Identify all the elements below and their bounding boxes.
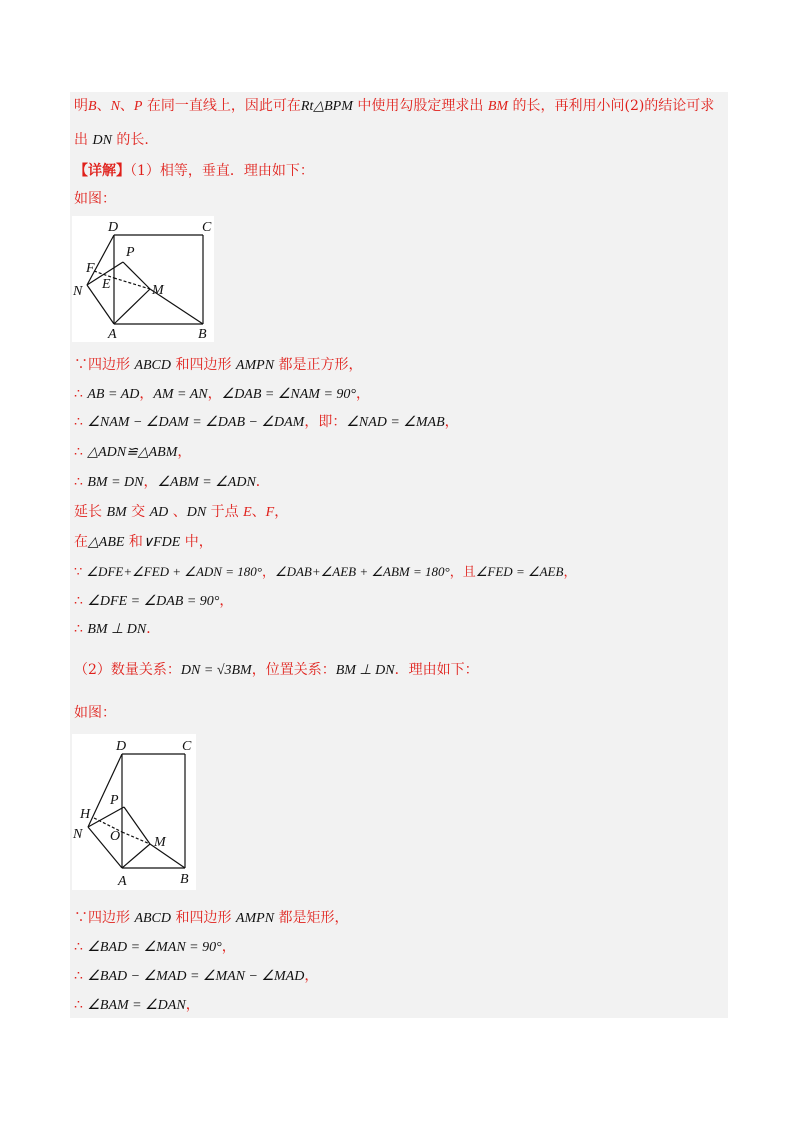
math: AD (149, 505, 169, 520)
text: 和四边形 (171, 357, 236, 373)
text: 在同一直线上，因此可在 (142, 98, 301, 114)
text: ， (177, 444, 192, 460)
math: ∠DFE = ∠DAB = 90° (87, 594, 220, 609)
math: AB = AD (87, 387, 140, 402)
math: △ADN≌△ABM (87, 445, 178, 460)
text-line-13 (74, 591, 233, 612)
math: ∠NAD = ∠MAB (346, 415, 445, 430)
math: ∠NAM − ∠DAM = ∠DAB − ∠DAM (87, 415, 305, 430)
text: （1）相等，垂直．理由如下： (130, 163, 314, 179)
text-line-17 (74, 908, 348, 929)
text: ，且 (449, 565, 476, 580)
math: Rt△BPM (300, 99, 353, 114)
text-line-15 (74, 660, 479, 681)
label-M: M (152, 283, 164, 298)
math: ∠BAD = ∠MAN = 90° (87, 940, 222, 955)
math: ABCD (134, 911, 172, 926)
text: ， (143, 474, 158, 490)
label-M: M (154, 835, 166, 850)
text: ，即： (304, 414, 347, 430)
text: ∵四边形 (74, 910, 135, 926)
text-line-2 (74, 130, 149, 151)
text: ∴ (74, 474, 88, 490)
text: ．理由如下： (394, 662, 479, 678)
label-P: P (126, 245, 135, 260)
text: ∴ (74, 386, 88, 402)
text: ， (261, 565, 275, 580)
text: ∴ (74, 414, 88, 430)
math: DN = √3BM (180, 663, 252, 678)
text: ∵ (74, 565, 87, 580)
text-line-19 (74, 966, 318, 987)
text: 中， (180, 534, 213, 550)
math: BM (106, 505, 127, 520)
text: ， (207, 386, 222, 402)
text: 、 (119, 98, 134, 114)
label-F: F (86, 261, 95, 276)
label-N: N (73, 284, 83, 299)
text-line-3 (74, 161, 314, 181)
text: ∴ (74, 968, 88, 984)
math: ABCD (134, 358, 172, 373)
math: ∠DAB+∠AEB + ∠ABM = 180° (274, 564, 450, 579)
text-line-4: 如图： (74, 191, 116, 207)
text: 于点 (206, 504, 244, 520)
label-N: N (73, 827, 83, 842)
text: ， (444, 414, 459, 430)
math: BM (487, 99, 509, 114)
math: E (243, 505, 252, 520)
text: ∴ (74, 621, 88, 637)
text: ， (274, 504, 289, 520)
text: ∴ (74, 997, 88, 1013)
text: ， (185, 997, 200, 1013)
text: ， (563, 565, 577, 580)
math: ∠DFE+∠FED + ∠ADN = 180° (86, 564, 262, 579)
label-C: C (202, 220, 212, 235)
text: 、 (168, 504, 187, 520)
label-O: O (110, 829, 121, 844)
text: 在 (74, 534, 88, 550)
text: ∵四边形 (74, 357, 135, 373)
text: 交 (126, 504, 150, 520)
text-line-11 (74, 532, 213, 553)
math: ∠DAB = ∠NAM = 90° (221, 387, 357, 402)
math: ∠BAD − ∠MAD = ∠MAN − ∠MAD (87, 969, 305, 984)
text-line-16: 如图： (74, 705, 116, 721)
label-D: D (108, 220, 119, 235)
math: DN (186, 505, 207, 520)
text: 都是矩形， (274, 910, 349, 926)
text-line-20 (74, 995, 200, 1016)
text: 中使用勾股定理求出 (352, 98, 488, 114)
text-line-18 (74, 937, 236, 958)
math: F (265, 505, 275, 520)
math: N (110, 99, 120, 114)
text: ， (304, 968, 319, 984)
text: 都是正方形， (274, 357, 363, 373)
math: ∠ABM = ∠ADN (157, 475, 256, 490)
math: BM ⊥ DN (87, 622, 147, 637)
text: ∴ (74, 593, 88, 609)
text: 的长. (111, 132, 149, 148)
label-B: B (198, 327, 207, 342)
text: ∴ (74, 939, 88, 955)
text: ，位置关系： (251, 662, 336, 678)
figure-2-diagram (72, 734, 196, 890)
text: 、 (96, 98, 111, 114)
math: AMPN (235, 358, 275, 373)
math: P (133, 99, 143, 114)
detail-heading: 【详解】 (74, 163, 130, 179)
text: ， (356, 386, 371, 402)
text: 出 (74, 132, 93, 148)
math: AM = AN (153, 387, 208, 402)
label-H: H (80, 807, 91, 822)
text-line-8 (74, 442, 191, 463)
figure-1-diagram (72, 216, 214, 342)
text-line-14 (74, 619, 160, 640)
text-line-10 (74, 502, 288, 523)
text: ∴ (74, 444, 88, 460)
math: ∠BAM = ∠DAN (87, 998, 186, 1013)
math: △ABE (88, 535, 125, 550)
label-B: B (180, 872, 189, 887)
math: BM ⊥ DN (335, 663, 395, 678)
text: ， (219, 593, 234, 609)
text: 明 (74, 98, 88, 114)
math: BM = DN (87, 475, 144, 490)
math: ∨FDE (142, 535, 181, 550)
text: ． (146, 621, 161, 637)
text: 和四边形 (171, 910, 236, 926)
text: （2）数量关系： (74, 662, 181, 678)
text-line-6 (74, 384, 370, 405)
text: ． (255, 474, 270, 490)
math: DN (92, 133, 112, 148)
text-line-12 (74, 562, 576, 583)
text-line-5 (74, 355, 362, 376)
label-P: P (110, 793, 119, 808)
label-D: D (116, 739, 127, 754)
label-A: A (118, 874, 127, 889)
text-line-7 (74, 412, 459, 433)
text-line-9 (74, 472, 270, 493)
math: ∠FED = ∠AEB (475, 564, 564, 579)
text: ， (221, 939, 236, 955)
text: 、 (251, 504, 266, 520)
label-C: C (182, 739, 192, 754)
text: 和 (124, 534, 143, 550)
text: ， (139, 386, 154, 402)
text: 延长 (74, 504, 107, 520)
text-line-1 (74, 96, 714, 117)
math: B (88, 99, 97, 114)
text: 的长，再利用小问(2)的结论可求 (508, 98, 715, 114)
label-E: E (102, 277, 111, 292)
math: AMPN (235, 911, 275, 926)
label-A: A (108, 327, 117, 342)
